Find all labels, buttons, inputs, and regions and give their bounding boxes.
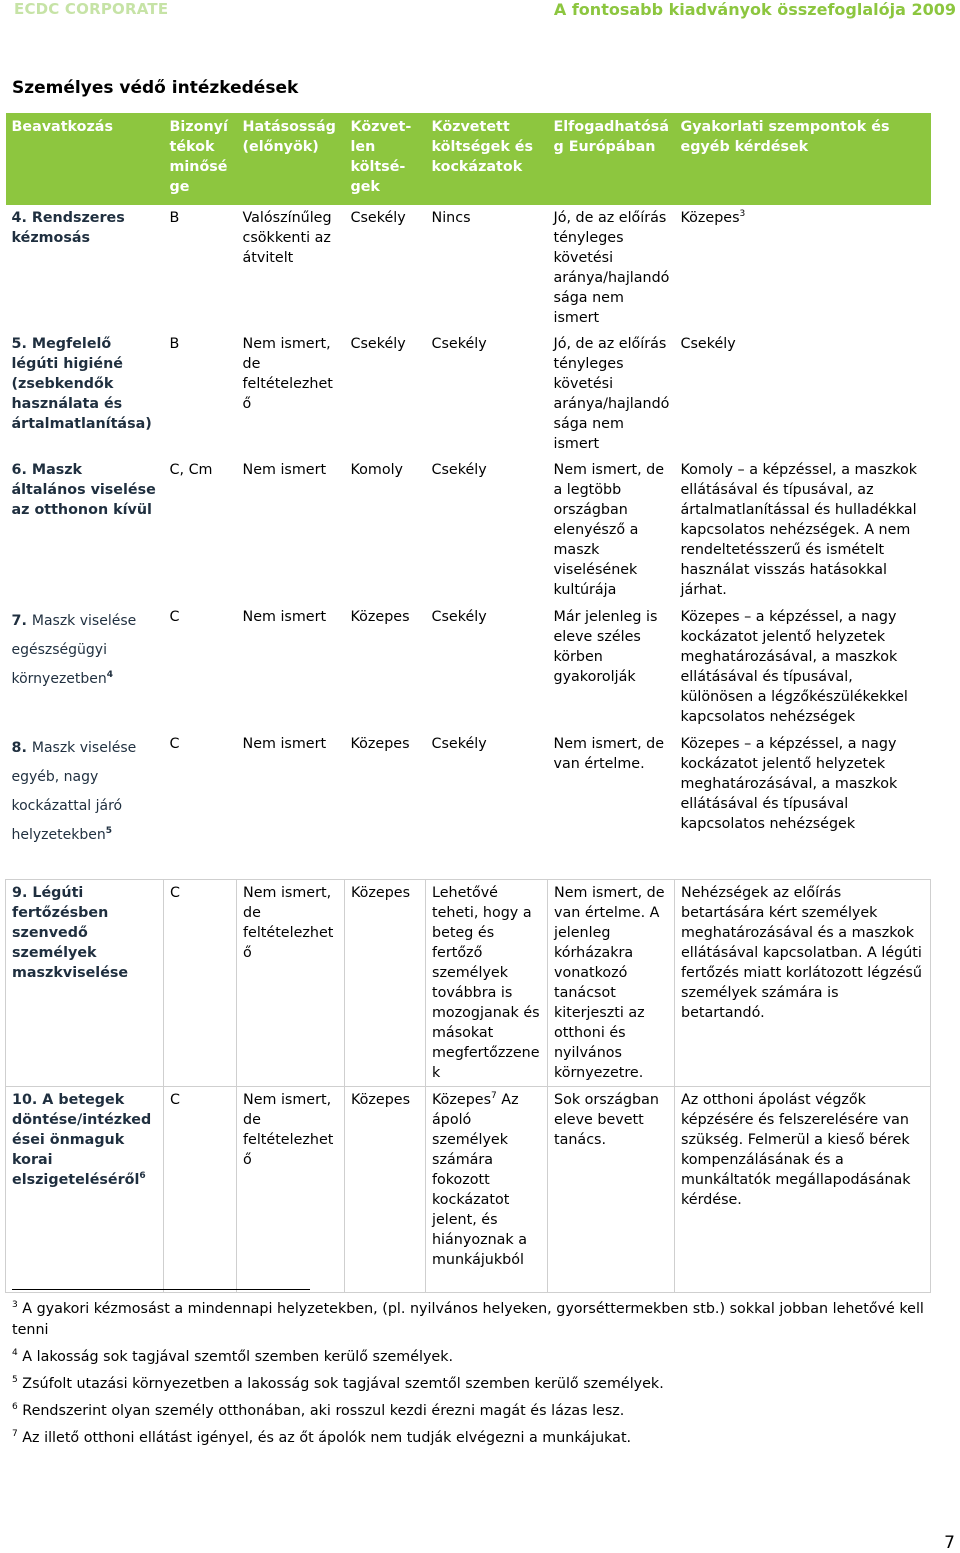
acceptability-cell: Már jelenleg is eleve széles körben gyakorolják	[553, 609, 658, 685]
footnote-text: Az illető otthoni ellátást igényel, és az őt ápolók nem tudják elvégezni a munkájukat.	[17, 1430, 632, 1446]
direct-cost-cell: Komoly	[350, 462, 404, 478]
indirect-cost-text: Az ápoló személyek számára fokozott kockázatot jelent, és hiányoznak a munkájukból	[432, 1092, 527, 1268]
evidence-cell: C	[164, 880, 237, 1087]
effect-cell: Nem ismert	[242, 736, 327, 752]
table-spacer-row	[6, 853, 931, 880]
footnote-ref: 4	[106, 670, 114, 681]
practical-cell: Komoly – a képzéssel, a maszkok ellátásával és típusával, az ártalmatlanítással és hulladékkal kapcsolatos nehézségek. A nem rendeltetésszerű és ismételt használat visszás hatásokkal járhat.	[680, 462, 917, 598]
table-row	[6, 331, 931, 457]
footnote-ref: 3	[739, 209, 746, 220]
page-number: 7	[944, 1533, 955, 1553]
footnote	[12, 1374, 942, 1395]
footnote	[12, 1347, 942, 1368]
direct-cost-cell: Közepes	[350, 736, 410, 752]
practical-cell: Az otthoni ápolást végzők képzésére és felszerelésére van szükség. Felmerül a kieső bérek kompenzálásának és a munkáltatók megállapodásának kérdése.	[675, 1087, 931, 1293]
effect-cell: Nem ismert	[242, 609, 327, 625]
acceptability-cell: Jó, de az előírás tényleges követési aránya/hajlandó sága nem ismert	[553, 210, 670, 326]
indirect-cost-cell	[426, 1087, 548, 1293]
acceptability-cell: Nem ismert, de van értelme. A jelenleg kórházakra vonatkozó tanácsot kiterjeszti az otthoni és nyilvános környezetre.	[548, 880, 675, 1087]
intervention-name: 6. Maszk általános viselése az otthonon kívül	[11, 462, 156, 518]
footnote-number: 3	[12, 1300, 18, 1311]
effect-cell: Nem ismert	[242, 462, 327, 478]
footnote-ref: 5	[105, 826, 112, 837]
table-row	[6, 205, 931, 331]
footnote-number: 5	[12, 1375, 18, 1386]
indirect-cost-cell: Csekély	[431, 736, 487, 752]
evidence-cell: C	[169, 736, 180, 752]
practical-cell	[675, 205, 931, 331]
effect-cell: Nem ismert, de feltételezhető	[237, 880, 345, 1087]
effect-cell: Nem ismert, de feltételezhető	[237, 1087, 345, 1293]
table-row	[6, 457, 931, 604]
footnote-text: A gyakori kézmosást a mindennapi helyzetekben, (pl. nyilvános helyeken, gyorséttermekben stb.) sokkal jobban lehetővé kell tenni	[12, 1301, 924, 1338]
indirect-cost-cell: Nincs	[431, 210, 471, 226]
table-row	[6, 604, 931, 731]
footnote-text: Rendszerint olyan személy otthonában, aki rosszul kezdi érezni magát és lázas lesz.	[17, 1403, 625, 1419]
acceptability-cell: Nem ismert, de a legtöbb országban elenyésző a maszk viselésének kultúrája	[553, 462, 665, 598]
practical-cell: Nehézségek az előírás betartására kért személyek meghatározásával és a maszkok ellátásával kapcsolatban. A légúti fertőzés miatt korlátozott légzésű személyek számára is betartandó.	[675, 880, 931, 1087]
footnote-ref: 6	[139, 1171, 146, 1182]
measures-table	[5, 113, 931, 1293]
section-title: Személyes védő intézkedések	[12, 78, 299, 98]
table-row	[6, 731, 931, 853]
intervention-number: 8.	[11, 740, 27, 756]
indirect-cost-level: Közepes	[432, 1092, 492, 1108]
footnote-number: 4	[12, 1348, 18, 1359]
header-evidence: Bizonyí tékok minősé ge	[164, 113, 237, 205]
direct-cost-cell: Csekély	[350, 210, 406, 226]
indirect-cost-cell: Csekély	[431, 462, 487, 478]
header-practical: Gyakorlati szempontok és egyéb kérdések	[675, 113, 931, 205]
table-row	[6, 880, 931, 1087]
header-intervention: Beavatkozás	[6, 113, 164, 205]
acceptability-cell: Nem ismert, de van értelme.	[553, 736, 665, 772]
acceptability-cell: Sok országban eleve bevett tanács.	[548, 1087, 675, 1293]
direct-cost-cell: Csekély	[350, 336, 406, 352]
indirect-cost-cell: Lehetővé teheti, hogy a beteg és fertőző személyek továbbra is mozogjanak és másokat megfertőzzenek	[426, 880, 548, 1087]
footnote-text: Zsúfolt utazási környezetben a lakosság sok tagjával szemtől szemben kerülő személyek.	[17, 1376, 664, 1392]
intervention-name	[6, 1087, 164, 1293]
intervention-name	[6, 604, 164, 731]
header-acceptability: Elfogadhatósá g Európában	[548, 113, 675, 205]
direct-cost-cell: Közepes	[345, 1087, 426, 1293]
header-org-name: ECDC CORPORATE	[14, 0, 169, 18]
intervention-text: 10. A betegek döntése/intézked ései önmaguk korai elszigeteléséről	[12, 1092, 152, 1188]
evidence-cell: C, Cm	[169, 462, 213, 478]
intervention-name: 9. Légúti fertőzésben szenvedő személyek maszkviselése	[6, 880, 164, 1087]
intervention-name	[6, 731, 164, 853]
practical-cell: Csekély	[680, 336, 736, 352]
header-indirect-costs: Közvetett költségek és kockázatok	[426, 113, 548, 205]
header-direct-costs: Közvet- len költsé- gek	[345, 113, 426, 205]
intervention-text: Maszk viselése egyéb, nagy kockázattal járó helyzetekben	[11, 740, 137, 843]
footnote-ref: 7	[491, 1091, 497, 1102]
table-row	[6, 1087, 931, 1293]
practical-cell: Közepes – a képzéssel, a nagy kockázatot jelentő helyzetek meghatározásával, a maszkok ellátásával és típusával kapcsolatos nehézségek	[680, 736, 898, 832]
practical-text: Közepes	[680, 210, 740, 226]
intervention-number: 7.	[11, 613, 27, 629]
footnotes	[12, 1299, 942, 1455]
footnote-number: 7	[12, 1429, 18, 1440]
footnote-number: 6	[12, 1402, 18, 1413]
acceptability-cell: Jó, de az előírás tényleges követési aránya/hajlandó sága nem ismert	[553, 336, 670, 452]
direct-cost-cell: Közepes	[345, 880, 426, 1087]
footnote-text: A lakosság sok tagjával szemtől szemben kerülő személyek.	[17, 1349, 454, 1365]
direct-cost-cell: Közepes	[350, 609, 410, 625]
evidence-cell: C	[164, 1087, 237, 1293]
effect-cell: Valószínűleg csökkenti az átvitelt	[242, 210, 332, 266]
footnote-separator	[12, 1289, 310, 1290]
header-effectiveness: Hatásosság (előnyök)	[237, 113, 345, 205]
evidence-cell: B	[169, 336, 180, 352]
indirect-cost-cell: Csekély	[431, 609, 487, 625]
table-header-row	[6, 113, 931, 205]
evidence-cell: B	[169, 210, 180, 226]
intervention-text: Maszk viselése egészségügyi környezetben	[11, 613, 137, 687]
footnote	[12, 1299, 942, 1341]
intervention-name: 4. Rendszeres kézmosás	[11, 210, 125, 246]
indirect-cost-cell: Csekély	[431, 336, 487, 352]
footnote	[12, 1428, 942, 1449]
effect-cell: Nem ismert, de feltételezhető	[242, 336, 333, 412]
header-publication-title: A fontosabb kiadványok összefoglalója 2009	[553, 0, 956, 19]
evidence-cell: C	[169, 609, 180, 625]
intervention-name: 5. Megfelelő légúti higiéné (zsebkendők használata és ártalmatlanítása)	[11, 336, 152, 432]
footnote	[12, 1401, 942, 1422]
practical-cell: Közepes – a képzéssel, a nagy kockázatot jelentő helyzetek meghatározásával, a maszkok ellátásával és típusával, különösen a légzőkészülékekkel kapcsolatos nehézségek	[680, 609, 908, 725]
